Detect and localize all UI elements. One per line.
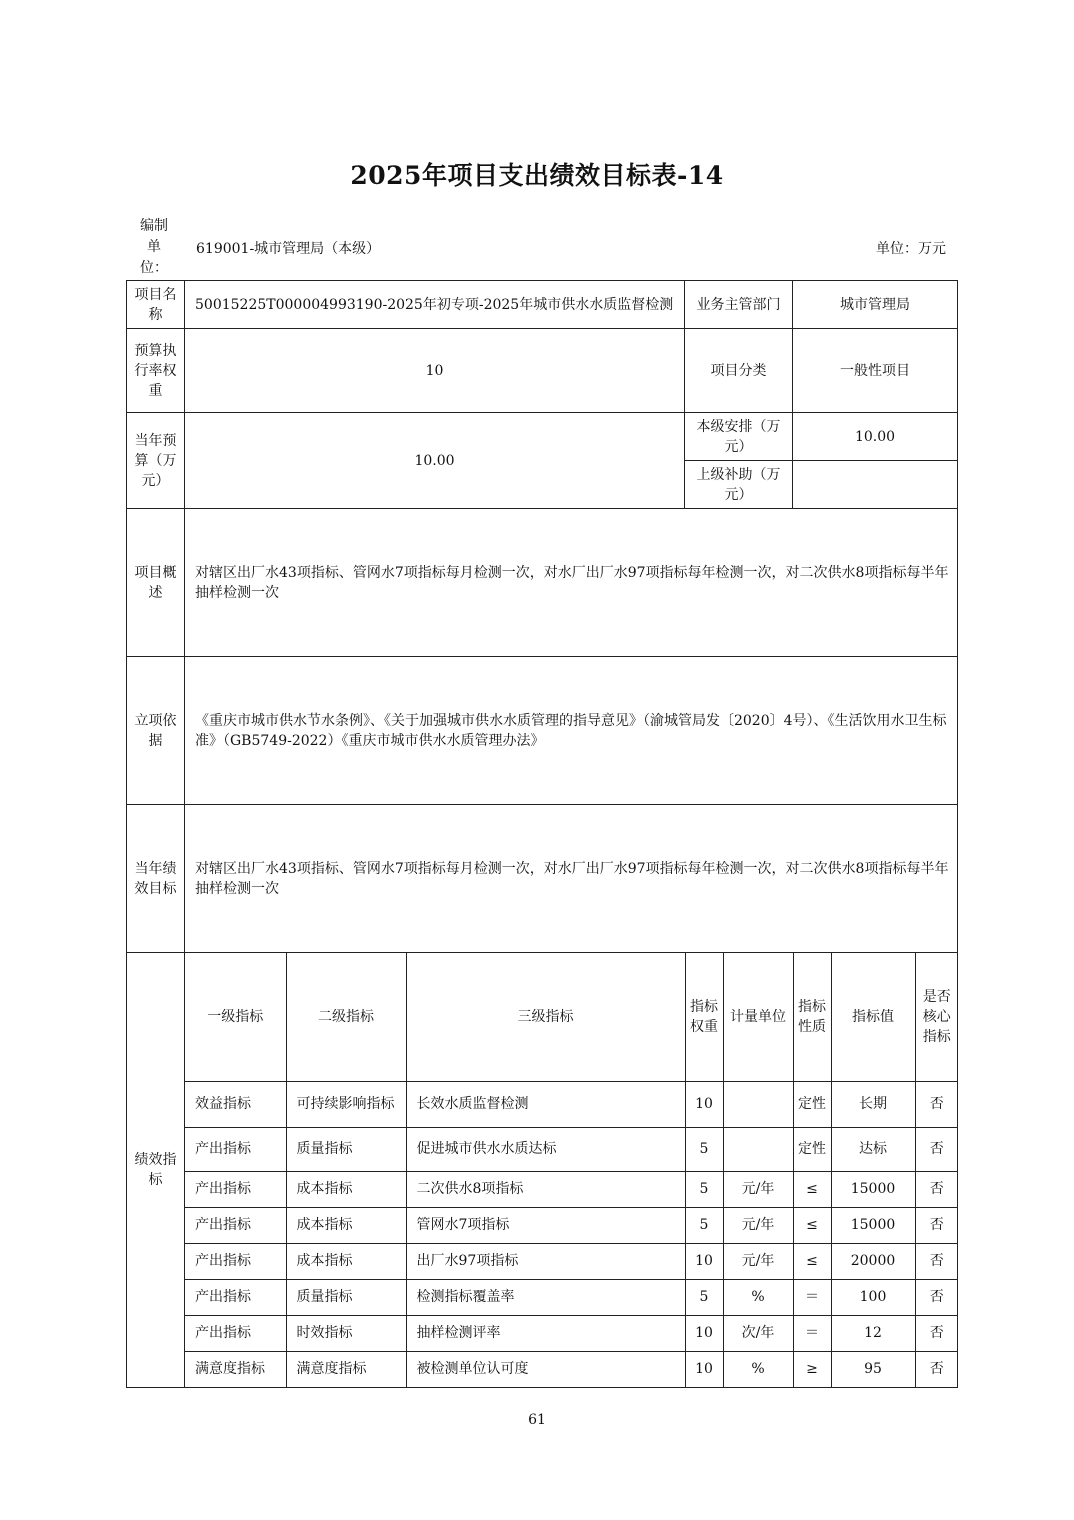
row-weight: 5 <box>685 1279 723 1315</box>
row-l2: 质量指标 <box>286 1127 406 1171</box>
indicator-table <box>185 953 958 1387</box>
indicator-header-row <box>185 953 958 1081</box>
row-l1: 效益指标 <box>185 1081 286 1127</box>
basis-label: 立项依据 <box>127 657 185 805</box>
row-nature: 定性 <box>793 1081 831 1127</box>
row-l3: 抽样检测评率 <box>406 1315 685 1351</box>
row-value: 95 <box>831 1351 915 1387</box>
row-weight: 5 <box>685 1171 723 1207</box>
row-l2: 时效指标 <box>286 1315 406 1351</box>
local-value: 10.00 <box>793 413 958 461</box>
row-nature: 定性 <box>793 1127 831 1171</box>
header-l2: 二级指标 <box>286 953 406 1081</box>
row-l1: 产出指标 <box>185 1243 286 1279</box>
local-label: 本级安排（万元） <box>685 413 793 461</box>
row-core: 否 <box>915 1351 958 1387</box>
row-nature: ≤ <box>793 1171 831 1207</box>
header-l3: 三级指标 <box>406 953 685 1081</box>
row-l1: 产出指标 <box>185 1127 286 1171</box>
row-l2: 可持续影响指标 <box>286 1081 406 1127</box>
row-core: 否 <box>915 1243 958 1279</box>
table-row <box>185 1127 958 1171</box>
row-l1: 产出指标 <box>185 1207 286 1243</box>
page-number: 61 <box>528 1412 546 1428</box>
budget-label: 当年预算（万元） <box>127 413 185 509</box>
row-core: 否 <box>915 1127 958 1171</box>
table-row <box>185 1315 958 1351</box>
unit-label: 编制单位： <box>140 218 168 276</box>
header-nature: 指标性质 <box>793 953 831 1081</box>
indicators-label: 绩效指标 <box>127 953 185 1388</box>
row-unit: 次/年 <box>723 1315 793 1351</box>
row-nature: ＝ <box>793 1315 831 1351</box>
row-value: 12 <box>831 1315 915 1351</box>
row-nature: ≤ <box>793 1243 831 1279</box>
row-l3: 二次供水8项指标 <box>406 1171 685 1207</box>
header-core: 是否核心指标 <box>915 953 958 1081</box>
row-value: 100 <box>831 1279 915 1315</box>
table-row <box>185 1351 958 1387</box>
header-value: 指标值 <box>831 953 915 1081</box>
dept-label: 业务主管部门 <box>685 281 793 329</box>
row-core: 否 <box>915 1081 958 1127</box>
goal-value: 对辖区出厂水43项指标、管网水7项指标每月检测一次，对水厂出厂水97项指标每年检测一次，对二次供水8项指标每半年抽样检测一次 <box>185 805 958 953</box>
header-unit: 计量单位 <box>723 953 793 1081</box>
unit-name: 619001-城市管理局（本级） <box>196 241 381 257</box>
row-core: 否 <box>915 1207 958 1243</box>
table-row <box>185 1171 958 1207</box>
weight-value: 10 <box>185 329 685 413</box>
row-unit: 元/年 <box>723 1171 793 1207</box>
header-l1: 一级指标 <box>185 953 286 1081</box>
row-l2: 成本指标 <box>286 1243 406 1279</box>
basis-value: 《重庆市城市供水节水条例》、《关于加强城市供水水质管理的指导意见》（渝城管局发〔2020〕4号）、《生活饮用水卫生标准》（GB5749-2022）《重庆市城市供水水质管理办法》 <box>185 657 958 805</box>
row-weight: 10 <box>685 1315 723 1351</box>
row-value: 15000 <box>831 1171 915 1207</box>
row-l2: 成本指标 <box>286 1207 406 1243</box>
row-core: 否 <box>915 1279 958 1315</box>
row-l3: 长效水质监督检测 <box>406 1081 685 1127</box>
row-l3: 管网水7项指标 <box>406 1207 685 1243</box>
row-unit <box>723 1081 793 1127</box>
row-weight: 5 <box>685 1207 723 1243</box>
table-row <box>185 1243 958 1279</box>
row-core: 否 <box>915 1315 958 1351</box>
page-title: 2025年项目支出绩效目标表-14 <box>350 161 724 190</box>
row-weight: 10 <box>685 1243 723 1279</box>
row-weight: 5 <box>685 1127 723 1171</box>
row-l3: 促进城市供水水质达标 <box>406 1127 685 1171</box>
budget-value: 10.00 <box>185 413 685 509</box>
performance-table <box>126 280 958 1388</box>
table-row <box>185 1081 958 1127</box>
indicators-cell <box>185 953 958 1388</box>
upper-value <box>793 461 958 509</box>
row-l2: 成本指标 <box>286 1171 406 1207</box>
row-l3: 被检测单位认可度 <box>406 1351 685 1387</box>
dept-value: 城市管理局 <box>793 281 958 329</box>
row-unit: 元/年 <box>723 1207 793 1243</box>
row-l1: 产出指标 <box>185 1279 286 1315</box>
row-value: 长期 <box>831 1081 915 1127</box>
row-nature: ≤ <box>793 1207 831 1243</box>
overview-value: 对辖区出厂水43项指标、管网水7项指标每月检测一次，对水厂出厂水97项指标每年检测一次，对二次供水8项指标每半年抽样检测一次 <box>185 509 958 657</box>
row-l2: 满意度指标 <box>286 1351 406 1387</box>
row-nature: ≥ <box>793 1351 831 1387</box>
row-l1: 产出指标 <box>185 1171 286 1207</box>
goal-label: 当年绩效目标 <box>127 805 185 953</box>
category-label: 项目分类 <box>685 329 793 413</box>
table-row <box>185 1279 958 1315</box>
project-name-label: 项目名称 <box>127 281 185 329</box>
row-l2: 质量指标 <box>286 1279 406 1315</box>
upper-label: 上级补助（万元） <box>685 461 793 509</box>
unit-measure: 单位：万元 <box>876 241 946 257</box>
category-value: 一般性项目 <box>793 329 958 413</box>
row-weight: 10 <box>685 1081 723 1127</box>
row-unit: 元/年 <box>723 1243 793 1279</box>
row-unit: % <box>723 1279 793 1315</box>
project-name-value: 50015225T000004993190-2025年初专项-2025年城市供水水质监督检测 <box>185 281 685 329</box>
row-unit: % <box>723 1351 793 1387</box>
row-value: 达标 <box>831 1127 915 1171</box>
row-core: 否 <box>915 1171 958 1207</box>
row-weight: 10 <box>685 1351 723 1387</box>
overview-label: 项目概述 <box>127 509 185 657</box>
row-value: 15000 <box>831 1207 915 1243</box>
row-nature: ＝ <box>793 1279 831 1315</box>
row-l1: 产出指标 <box>185 1315 286 1351</box>
row-l3: 出厂水97项指标 <box>406 1243 685 1279</box>
table-row <box>185 1207 958 1243</box>
row-l3: 检测指标覆盖率 <box>406 1279 685 1315</box>
row-value: 20000 <box>831 1243 915 1279</box>
header-weight: 指标权重 <box>685 953 723 1081</box>
row-unit <box>723 1127 793 1171</box>
row-l1: 满意度指标 <box>185 1351 286 1387</box>
weight-label: 预算执行率权重 <box>127 329 185 413</box>
